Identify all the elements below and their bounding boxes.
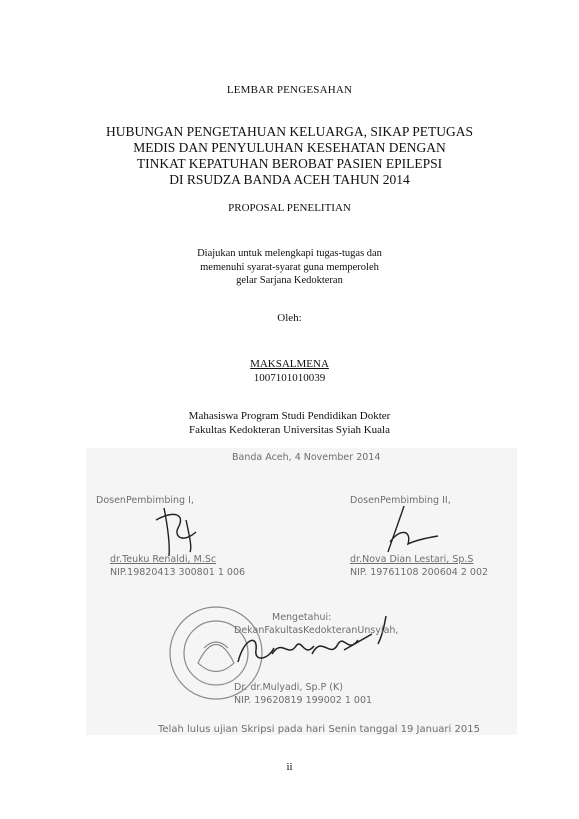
title-line: HUBUNGAN PENGETAHUAN KELUARGA, SIKAP PETUGAS (105, 124, 474, 139)
place-date: Banda Aceh, 4 November 2014 (232, 452, 381, 463)
author-name: MAKSALMENA (250, 358, 329, 370)
purpose-line: gelar Sarjana Kedokteran (236, 275, 343, 286)
supervisor-1-title: DosenPembimbing I, (96, 495, 194, 506)
signature-supervisor-2 (388, 506, 438, 552)
program-line: Fakultas Kedokteran Universitas Syiah Kuala (188, 423, 390, 436)
purpose-line: memenuhi syarat-syarat guna memperoleh (200, 261, 379, 273)
supervisor-2-title: DosenPembimbing II, (350, 495, 451, 506)
study-program (0, 410, 579, 437)
supervisor-1-name: dr.Teuku Renaldi, M.Sc (110, 554, 217, 565)
approval-scan (86, 448, 517, 735)
page-number: ii (286, 761, 293, 773)
supervisor-2-name: dr.Nova Dian Lestari, Sp.S (350, 554, 474, 565)
document-subtitle: PROPOSAL PENELITIAN (228, 202, 351, 214)
document-heading: LEMBAR PENGESAHAN (226, 84, 353, 96)
signature-supervisor-1 (156, 508, 196, 556)
purpose-statement (0, 247, 579, 288)
author-id: 1007101010039 (253, 372, 326, 384)
supervisor-2-nip: NIP. 19761108 200604 2 002 (350, 567, 489, 578)
program-line: Mahasiswa Program Studi Pendidikan Dokter (188, 410, 391, 422)
supervisor-1-nip: NIP.19820413 300801 1 006 (110, 567, 246, 578)
exam-passed-note: Telah lulus ujian Skripsi pada hari Senin tanggal 19 Januari 2015 (158, 724, 480, 735)
by-label: Oleh: (277, 312, 302, 324)
title-line: TINKAT KEPATUHAN BEROBAT PASIEN EPILEPSI (136, 156, 443, 171)
dean-name: Dr. dr.Mulyadi, Sp.P (K) (234, 682, 343, 693)
title-line: MEDIS DAN PENYULUHAN KESEHATAN DENGAN (133, 140, 446, 155)
title-line: DI RSUDZA BANDA ACEH TAHUN 2014 (169, 172, 410, 187)
dean-title: DekanFakultasKedokteranUnsyiah, (234, 625, 399, 636)
document-title (0, 124, 579, 188)
acknowledged-label: Mengetahui: (272, 612, 332, 623)
purpose-line: Diajukan untuk melengkapi tugas-tugas dan (197, 248, 382, 259)
dean-nip: NIP. 19620819 199002 1 001 (234, 695, 373, 706)
